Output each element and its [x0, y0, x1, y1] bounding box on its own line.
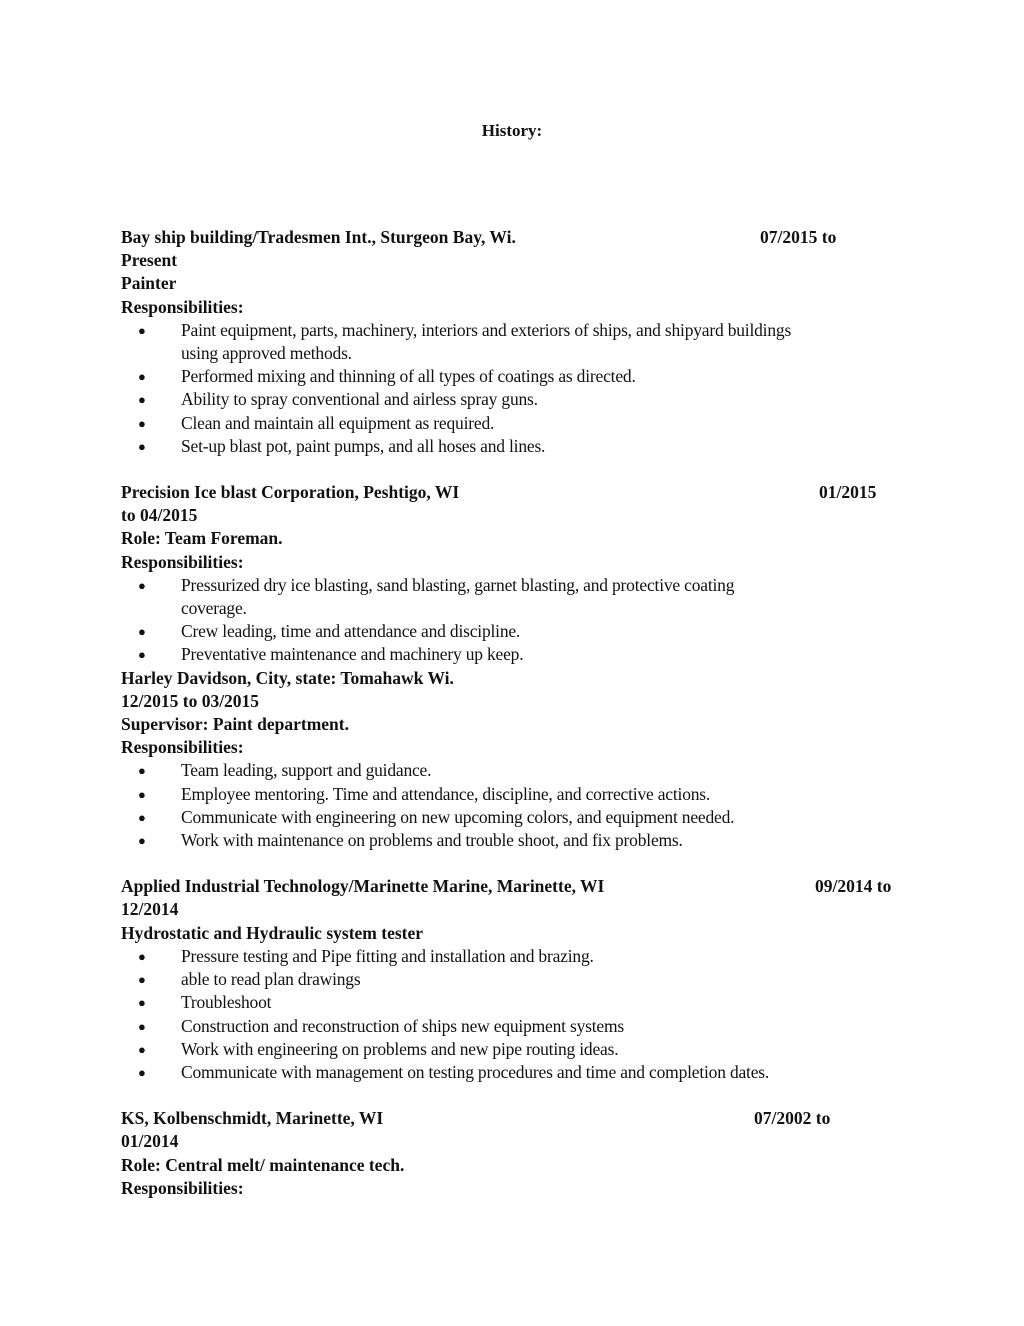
bullet-icon: ● — [138, 786, 146, 802]
bullet-icon: ● — [138, 1018, 146, 1034]
list-item: ● Performed mixing and thinning of all types of coatings as directed. — [121, 365, 911, 388]
date-end: 01/2014 — [121, 1131, 179, 1152]
job-title: Supervisor: Paint department. — [121, 714, 349, 735]
job-header — [121, 226, 911, 249]
bullet-icon: ● — [138, 322, 146, 338]
bullet-icon: ● — [138, 833, 146, 849]
list-item: ● Communicate with engineering on new upcoming colors, and equipment needed. — [121, 806, 911, 829]
list-item: ● Preventative maintenance and machinery up keep. — [121, 643, 911, 666]
bullet-icon: ● — [138, 1041, 146, 1057]
date-start: 01/2015 — [819, 482, 877, 503]
bullet-icon: ● — [138, 647, 146, 663]
job-entry — [121, 667, 911, 853]
responsibilities-label: Responsibilities: — [121, 737, 244, 758]
list-item: ● Crew leading, time and attendance and discipline. — [121, 620, 911, 643]
list-item: ● Pressure testing and Pipe fitting and installation and brazing. — [121, 945, 911, 968]
bullet-icon: ● — [138, 392, 146, 408]
list-item: ● Communicate with management on testing procedures and time and completion dates. — [121, 1061, 911, 1084]
list-item: ● Set-up blast pot, paint pumps, and all hoses and lines. — [121, 435, 911, 458]
company-name: Applied Industrial Technology/Marinette Marine, Marinette, WI — [121, 876, 605, 897]
list-item: ● Paint equipment, parts, machinery, interiors and exteriors of ships, and shipyard buildings — [121, 319, 911, 342]
bullet-icon: ● — [138, 624, 146, 640]
job-entry — [121, 875, 911, 1084]
bullet-icon: ● — [138, 972, 146, 988]
company-name: Harley Davidson, City, state: Tomahawk Wi. — [121, 667, 454, 688]
job-title: Painter — [121, 273, 177, 294]
list-item: ● Construction and reconstruction of ships new equipment systems — [121, 1015, 911, 1038]
duties-list — [121, 945, 911, 1084]
company-name: Precision Ice blast Corporation, Peshtigo, WI — [121, 482, 460, 503]
bullet-icon: ● — [138, 415, 146, 431]
job-title: Role: Team Foreman. — [121, 528, 283, 549]
list-item: ● Troubleshoot — [121, 991, 911, 1014]
bullet-icon: ● — [138, 369, 146, 385]
list-item: ● able to read plan drawings — [121, 968, 911, 991]
bullet-icon: ● — [138, 438, 146, 454]
job-title: Role: Central melt/ maintenance tech. — [121, 1154, 405, 1175]
date-start: 07/2002 to — [754, 1108, 831, 1129]
date-range: 12/2015 to 03/2015 — [121, 690, 260, 711]
company-name: Bay ship building/Tradesmen Int., Sturgeon Bay, Wi. — [121, 227, 516, 247]
list-item: ● Work with engineering on problems and new pipe routing ideas. — [121, 1038, 911, 1061]
bullet-icon: ● — [138, 1064, 146, 1080]
date-end: 12/2014 — [121, 899, 179, 920]
list-item-continuation: coverage. — [181, 598, 247, 619]
duties-list — [121, 319, 911, 458]
bullet-icon: ● — [138, 809, 146, 825]
responsibilities-label: Responsibilities: — [121, 1177, 244, 1198]
date-end: to 04/2015 — [121, 505, 198, 526]
employment-history — [121, 226, 911, 1200]
list-item: ● Ability to spray conventional and airless spray guns. — [121, 388, 911, 411]
list-item: ● Clean and maintain all equipment as required. — [121, 412, 911, 435]
date-start: 09/2014 to — [815, 876, 892, 897]
bullet-icon: ● — [138, 763, 146, 779]
section-heading: History: — [481, 121, 543, 140]
job-entry — [121, 226, 911, 458]
job-header — [121, 481, 911, 504]
duties-list — [121, 574, 911, 667]
responsibilities-label: Responsibilities: — [121, 296, 244, 317]
company-name: KS, Kolbenschmidt, Marinette, WI — [121, 1108, 384, 1129]
job-entry — [121, 1107, 911, 1200]
job-entry — [121, 481, 911, 667]
list-item: ● Work with maintenance on problems and trouble shoot, and fix problems. — [121, 829, 911, 852]
list-item: ● Pressurized dry ice blasting, sand blasting, garnet blasting, and protective coating — [121, 574, 911, 597]
duties-list — [121, 759, 911, 852]
responsibilities-label: Responsibilities: — [121, 551, 244, 572]
bullet-icon: ● — [138, 995, 146, 1011]
date-start: 07/2015 to — [760, 227, 837, 247]
list-item: ● Employee mentoring. Time and attendance, discipline, and corrective actions. — [121, 783, 911, 806]
bullet-icon: ● — [138, 577, 146, 593]
bullet-icon: ● — [138, 948, 146, 964]
list-item: ● Team leading, support and guidance. — [121, 759, 911, 782]
date-end: Present — [121, 250, 178, 271]
job-title: Hydrostatic and Hydraulic system tester — [121, 922, 424, 943]
job-header — [121, 1107, 911, 1130]
list-item-continuation: using approved methods. — [181, 343, 352, 364]
job-header — [121, 875, 911, 898]
